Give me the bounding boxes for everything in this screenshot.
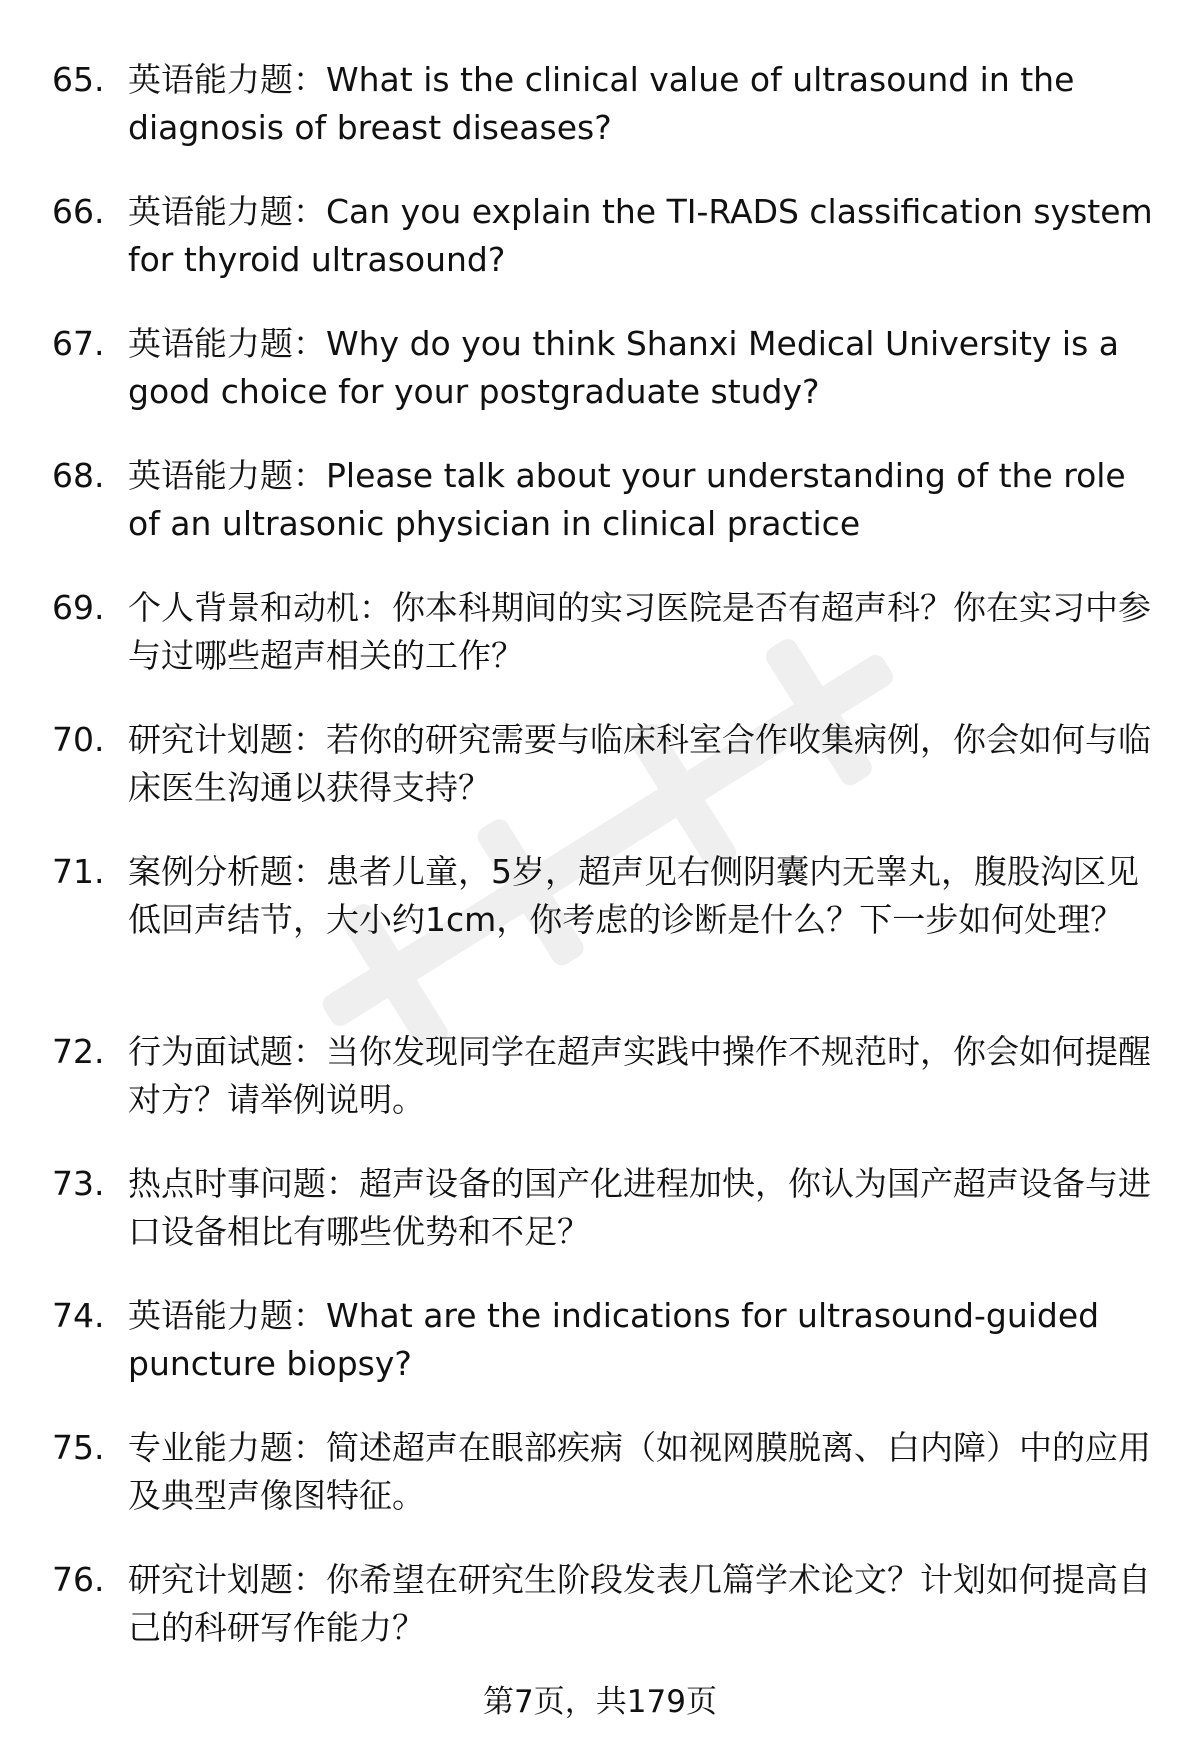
question-text: 英语能力题：What is the clinical value of ultrasound in the diagnosis of breast diseases? <box>128 60 1075 147</box>
question-text: 行为面试题：当你发现同学在超声实践中操作不规范时，你会如何提醒对方？请举例说明。 <box>128 1032 1151 1119</box>
page-number-label: 第7页，共179页 <box>483 1684 717 1720</box>
question-item <box>0 716 1200 818</box>
question-text: 英语能力题：Why do you think Shanxi Medical University is a good choice for your postgraduate study? <box>128 324 1119 411</box>
question-item <box>0 848 1200 998</box>
question-number: 66. <box>52 192 105 231</box>
question-text: 英语能力题：What are the indications for ultrasound-guided puncture biopsy? <box>128 1296 1100 1383</box>
question-item <box>0 452 1200 554</box>
question-number: 74. <box>52 1296 105 1335</box>
question-number: 68. <box>52 456 105 495</box>
question-number: 67. <box>52 324 105 363</box>
question-text: 英语能力题：Can you explain the TI-RADS classification system for thyroid ultrasound? <box>128 192 1153 279</box>
question-text: 研究计划题：你希望在研究生阶段发表几篇学术论文？计划如何提高自己的科研写作能力？ <box>128 1560 1151 1647</box>
question-text: 专业能力题：简述超声在眼部疾病（如视网膜脱离、白内障）中的应用及典型声像图特征。 <box>128 1428 1151 1515</box>
question-item <box>0 188 1200 290</box>
question-text: 案例分析题：患者儿童，5岁，超声见右侧阴囊内无睾丸，腹股沟区见低回声结节，大小约1cm，你考虑的诊断是什么？下一步如何处理？ <box>128 852 1139 939</box>
question-text: 英语能力题：Please talk about your understanding of the role of an ultrasonic physician in clinical practice <box>128 456 1126 543</box>
question-number: 65. <box>52 60 105 99</box>
question-text: 个人背景和动机：你本科期间的实习医院是否有超声科？你在实习中参与过哪些超声相关的工作？ <box>128 588 1151 675</box>
question-item <box>0 56 1200 158</box>
question-number: 71. <box>52 852 105 891</box>
question-item <box>0 584 1200 686</box>
question-list <box>0 56 1200 1688</box>
question-item <box>0 1160 1200 1262</box>
question-item <box>0 320 1200 422</box>
question-number: 73. <box>52 1164 105 1203</box>
question-item <box>0 1028 1200 1130</box>
question-item <box>0 1292 1200 1394</box>
question-number: 76. <box>52 1560 105 1599</box>
question-number: 70. <box>52 720 105 759</box>
question-text: 研究计划题：若你的研究需要与临床科室合作收集病例，你会如何与临床医生沟通以获得支持？ <box>128 720 1151 807</box>
page-footer <box>0 1680 1200 1724</box>
question-number: 72. <box>52 1032 105 1071</box>
question-text: 热点时事问题：超声设备的国产化进程加快，你认为国产超声设备与进口设备相比有哪些优势和不足？ <box>128 1164 1151 1251</box>
question-item <box>0 1424 1200 1526</box>
question-number: 69. <box>52 588 105 627</box>
question-item <box>0 1556 1200 1658</box>
question-number: 75. <box>52 1428 105 1467</box>
